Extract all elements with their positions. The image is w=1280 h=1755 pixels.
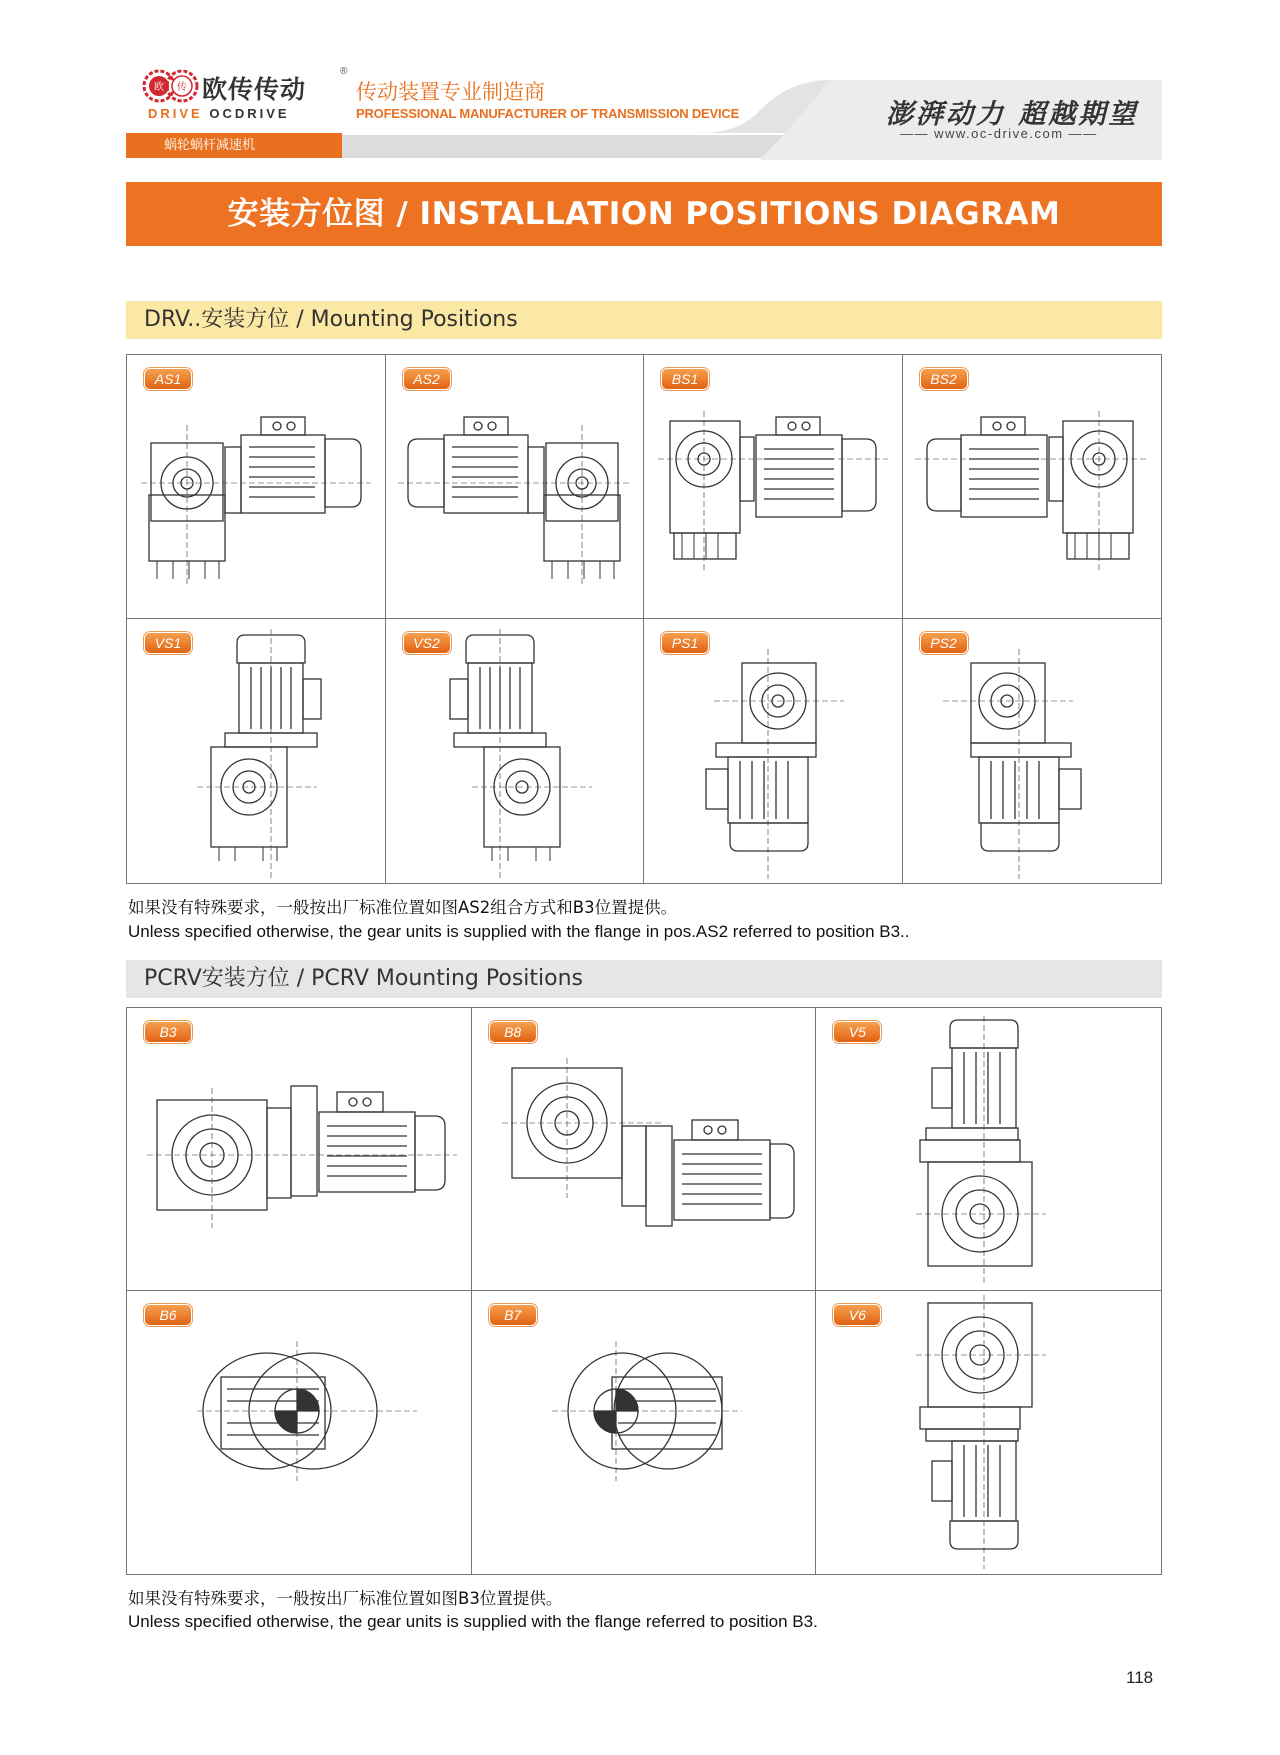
position-cell-as1 bbox=[127, 355, 386, 619]
page-title: 安装方位图 / INSTALLATION POSITIONS DIAGRAM bbox=[126, 182, 1162, 246]
page-number: 118 bbox=[1126, 1668, 1154, 1687]
position-tag: B7 bbox=[490, 1305, 536, 1325]
logo-mark-right-text: 传 bbox=[177, 82, 187, 93]
position-cell-b6 bbox=[127, 1291, 472, 1574]
logo-english-name bbox=[148, 106, 290, 121]
company-logo bbox=[142, 66, 348, 126]
bs2-drawing bbox=[903, 355, 1161, 619]
registered-mark: ® bbox=[340, 66, 348, 77]
v5-drawing bbox=[816, 1008, 1161, 1290]
drv-note-english: Unless specified otherwise, the gear units is supplied with the flange in pos.AS2 referred to position B3.. bbox=[128, 922, 910, 941]
vs2-drawing bbox=[386, 619, 644, 883]
logo-en-ocdrive: OCDRIVE bbox=[209, 106, 290, 121]
ps1-drawing bbox=[644, 619, 902, 883]
drv-section-heading: DRV..安装方位 / Mounting Positions bbox=[126, 301, 1162, 339]
pcrv-note-chinese: 如果没有特殊要求，一般按出厂标准位置如图B3位置提供。 bbox=[128, 1589, 563, 1608]
position-tag: PS2 bbox=[921, 633, 967, 653]
position-tag: BS1 bbox=[662, 369, 708, 389]
bs1-drawing bbox=[644, 355, 902, 619]
position-cell-ps2 bbox=[903, 619, 1162, 883]
b6-drawing bbox=[127, 1291, 472, 1573]
logo-mark-left-text: 欧 bbox=[154, 82, 164, 93]
drv-positions-grid bbox=[126, 354, 1162, 884]
pcrv-note-english: Unless specified otherwise, the gear units is supplied with the flange referred to position B3. bbox=[128, 1612, 818, 1631]
position-tag: B6 bbox=[145, 1305, 191, 1325]
b8-drawing bbox=[472, 1008, 817, 1290]
ps2-drawing bbox=[903, 619, 1161, 883]
b7-drawing bbox=[472, 1291, 817, 1573]
position-cell-ps1 bbox=[644, 619, 903, 883]
position-tag: BS2 bbox=[921, 369, 967, 389]
tagline-english: PROFESSIONAL MANUFACTURER OF TRANSMISSION DEVICE bbox=[356, 106, 740, 121]
vs1-drawing bbox=[127, 619, 385, 883]
position-tag: AS2 bbox=[404, 369, 450, 389]
position-cell-vs1 bbox=[127, 619, 386, 883]
drv-note-chinese: 如果没有特殊要求，一般按出厂标准位置如图AS2组合方式和B3位置提供。 bbox=[128, 898, 678, 917]
position-cell-bs1 bbox=[644, 355, 903, 619]
v6-drawing bbox=[816, 1291, 1161, 1573]
slogan: 澎湃动力 超越期望 bbox=[886, 99, 1139, 130]
position-cell-bs2 bbox=[903, 355, 1162, 619]
position-cell-as2 bbox=[386, 355, 645, 619]
pcrv-positions-grid bbox=[126, 1007, 1162, 1575]
position-cell-v5 bbox=[816, 1008, 1161, 1291]
position-tag: B3 bbox=[145, 1022, 191, 1042]
position-tag: VS2 bbox=[404, 633, 450, 653]
position-tag: AS1 bbox=[145, 369, 191, 389]
position-cell-b8 bbox=[472, 1008, 817, 1291]
logo-chinese-name: 欧传传动 bbox=[202, 75, 307, 104]
position-cell-vs2 bbox=[386, 619, 645, 883]
position-cell-b3 bbox=[127, 1008, 472, 1291]
position-tag: PS1 bbox=[662, 633, 708, 653]
tagline-chinese: 传动装置专业制造商 bbox=[356, 80, 545, 104]
page-header bbox=[0, 0, 1280, 160]
as2-drawing bbox=[386, 355, 644, 619]
position-tag: V6 bbox=[834, 1305, 880, 1325]
logo-en-drive: DRIVE bbox=[148, 106, 210, 121]
as1-drawing bbox=[127, 355, 385, 619]
pcrv-section-heading: PCRV安装方位 / PCRV Mounting Positions bbox=[126, 960, 1162, 998]
category-tab: 蜗轮蜗杆减速机 bbox=[126, 133, 342, 158]
position-cell-b7 bbox=[472, 1291, 817, 1574]
website-url: —— www.oc-drive.com —— bbox=[900, 126, 1098, 141]
position-tag: B8 bbox=[490, 1022, 536, 1042]
position-tag: V5 bbox=[834, 1022, 880, 1042]
position-tag: VS1 bbox=[145, 633, 191, 653]
position-cell-v6 bbox=[816, 1291, 1161, 1574]
b3-drawing bbox=[127, 1008, 472, 1290]
